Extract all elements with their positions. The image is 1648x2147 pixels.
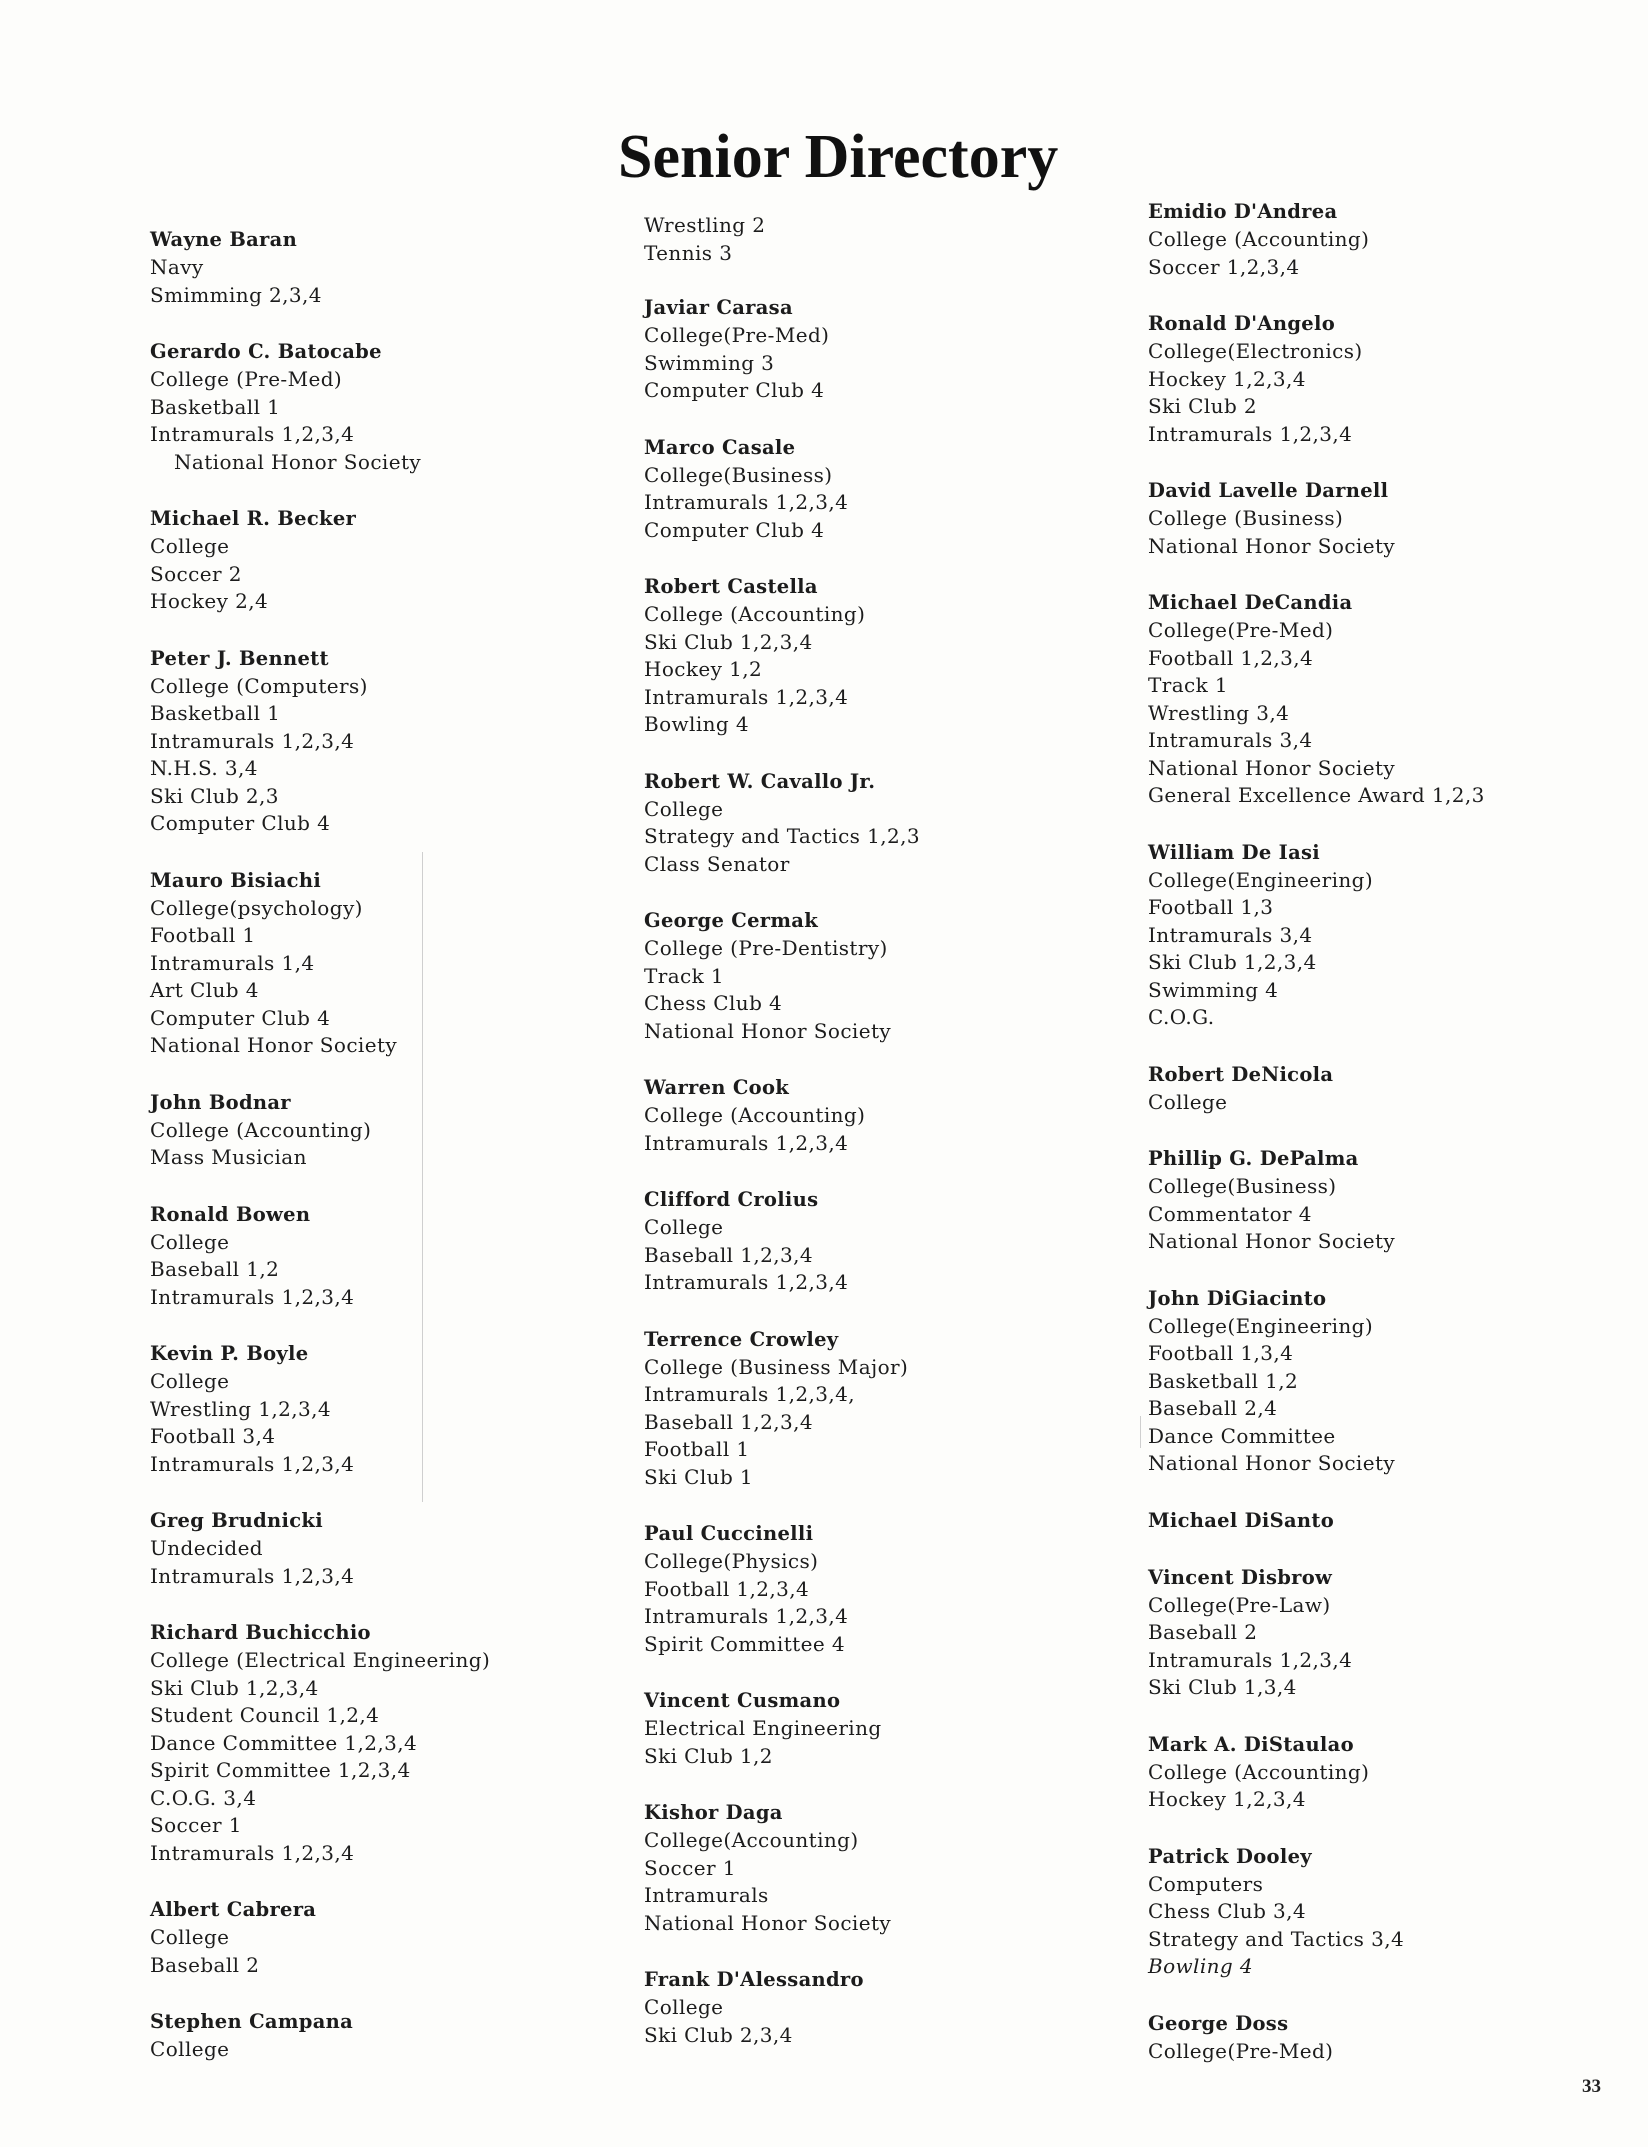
senior-detail: Football 1,3 — [1148, 895, 1274, 919]
senior-detail: Commentator 4 — [1148, 1201, 1312, 1226]
senior-detail: Class Senator — [644, 851, 790, 876]
senior-entry — [150, 1896, 670, 1979]
senior-detail: Ski Club 1 — [644, 1464, 754, 1489]
senior-detail: Intramurals 1,2,3,4 — [1148, 421, 1353, 446]
senior-entry — [150, 1201, 670, 1312]
senior-detail: College(psychology) — [150, 895, 363, 920]
senior-detail: College(Pre-Law) — [1148, 1592, 1331, 1617]
directory-column-middle — [644, 212, 1164, 2078]
senior-entry — [644, 1687, 1164, 1770]
senior-detail: Swimming 4 — [1148, 977, 1279, 1002]
senior-detail: Computer Club 4 — [150, 1005, 331, 1030]
senior-name: Gerardo C. Batocabe — [150, 340, 382, 363]
senior-detail: Intramurals — [644, 1883, 769, 1907]
senior-name: Greg Brudnicki — [150, 1509, 323, 1532]
senior-detail: Computer Club 4 — [644, 378, 825, 402]
senior-detail: College(Pre-Med) — [644, 323, 830, 347]
senior-entry — [1148, 1285, 1648, 1478]
senior-detail: Football 1,2,3,4 — [644, 1576, 810, 1601]
senior-detail: Intramurals 1,2,3,4 — [150, 422, 355, 446]
senior-detail: Baseball 1,2,3,4 — [644, 1242, 813, 1267]
senior-name: Mauro Bisiachi — [150, 868, 322, 892]
page-title: Senior Directory — [618, 123, 1059, 191]
senior-name: George Cermak — [644, 909, 819, 932]
senior-detail: National Honor Society — [1148, 1451, 1396, 1475]
senior-detail: College (Pre-Med) — [150, 367, 343, 391]
senior-detail: Spirit Committee 4 — [644, 1631, 845, 1656]
senior-detail: Undecided — [150, 1536, 264, 1560]
senior-name: Javiar Carasa — [644, 296, 793, 319]
senior-detail: Strategy and Tactics 3,4 — [1148, 1926, 1405, 1951]
senior-entry — [644, 434, 1164, 545]
senior-detail: College — [644, 1215, 724, 1239]
senior-detail: National Honor Society — [150, 1033, 398, 1057]
senior-entry — [150, 226, 670, 309]
senior-entry — [1148, 589, 1648, 810]
senior-name: Vincent Cusmano — [644, 1689, 841, 1712]
senior-detail: National Honor Society — [1148, 1229, 1396, 1253]
senior-detail: Basketball 1 — [150, 394, 281, 419]
senior-name: Michael DeCandia — [1148, 591, 1353, 614]
senior-detail: Basketball 1 — [150, 701, 281, 725]
senior-detail: College — [644, 796, 724, 821]
senior-detail: College(Pre-Med) — [1148, 618, 1334, 642]
senior-detail: C.O.G. — [1148, 1005, 1215, 1029]
senior-name: Robert DeNicola — [1148, 1062, 1334, 1086]
senior-detail: Ski Club 1,3,4 — [1148, 1675, 1297, 1699]
senior-detail: Intramurals 1,2,3,4 — [150, 1840, 355, 1865]
senior-detail: Smimming 2,3,4 — [150, 282, 322, 307]
senior-entry — [1148, 1507, 1648, 1535]
senior-detail: Intramurals 1,4 — [150, 950, 315, 975]
senior-entry — [1148, 1061, 1648, 1117]
senior-name: Vincent Disbrow — [1148, 1565, 1333, 1589]
senior-detail: Football 1,3,4 — [1148, 1341, 1294, 1365]
senior-name: Robert W. Cavallo Jr. — [644, 769, 876, 793]
senior-name: Paul Cuccinelli — [644, 1522, 814, 1545]
senior-name: Richard Buchicchio — [150, 1621, 371, 1644]
senior-detail: Ski Club 1,2,3,4 — [1148, 950, 1317, 974]
senior-detail: College(Physics) — [644, 1549, 819, 1573]
senior-detail: Wrestling 3,4 — [1148, 700, 1290, 725]
senior-detail: Wrestling 2 — [644, 213, 766, 237]
senior-name: David Lavelle Darnell — [1148, 479, 1389, 502]
senior-detail: College — [150, 2037, 230, 2061]
senior-entry — [150, 1619, 670, 1867]
senior-detail: Basketball 1,2 — [1148, 1368, 1299, 1393]
senior-name: Albert Cabrera — [150, 1898, 317, 1921]
senior-entry — [1148, 310, 1648, 448]
senior-name: Frank D'Alessandro — [644, 1968, 864, 1991]
senior-detail: College(Business) — [644, 462, 833, 487]
senior-detail: Strategy and Tactics 1,2,3 — [644, 824, 920, 848]
senior-entry — [150, 1507, 670, 1590]
senior-detail: Ski Club 2,3,4 — [644, 2022, 793, 2047]
senior-entry — [644, 1520, 1164, 1658]
senior-detail: Intramurals 1,2,3,4 — [644, 490, 849, 514]
senior-detail: National Honor Society — [644, 1910, 892, 1935]
senior-detail: College(Electronics) — [1148, 339, 1363, 363]
senior-entry — [150, 1089, 670, 1172]
senior-detail: Track 1 — [1148, 673, 1229, 697]
senior-detail: Soccer 1 — [644, 1855, 736, 1880]
senior-detail: College(Engineering) — [1148, 1313, 1374, 1338]
senior-detail: Ski Club 2 — [1148, 394, 1258, 418]
senior-detail: College (Pre-Dentistry) — [644, 936, 888, 960]
senior-detail: Intramurals 1,2,3,4 — [150, 1563, 355, 1588]
senior-name: Michael R. Becker — [150, 507, 357, 530]
senior-detail: Intramurals 3,4 — [1148, 728, 1313, 752]
senior-name: Peter J. Bennett — [150, 646, 329, 670]
senior-detail: College (Accounting) — [1148, 1759, 1370, 1784]
senior-detail: Intramurals 1,2,3,4 — [644, 1130, 849, 1155]
senior-entry — [644, 768, 1164, 879]
senior-detail: Swimming 3 — [644, 350, 775, 375]
senior-detail: College — [644, 1995, 724, 2019]
senior-detail: College (Accounting) — [644, 1103, 866, 1127]
senior-detail: Intramurals 1,2,3,4 — [150, 1284, 355, 1309]
senior-detail: Baseball 2 — [1148, 1620, 1258, 1644]
senior-entry-continued — [644, 212, 1164, 267]
senior-detail: Ski Club 2,3 — [150, 783, 279, 808]
senior-detail: Bowling 4 — [644, 712, 750, 736]
senior-detail: Ski Club 1,2 — [644, 1743, 773, 1768]
senior-detail: College — [150, 1369, 230, 1393]
senior-name: John Bodnar — [150, 1090, 291, 1114]
senior-detail: Ski Club 1,2,3,4 — [644, 629, 813, 654]
senior-detail: Wrestling 1,2,3,4 — [150, 1396, 331, 1421]
senior-name: Mark A. DiStaulao — [1148, 1732, 1354, 1756]
senior-detail: Soccer 2 — [150, 561, 242, 586]
senior-detail: College(Pre-Med) — [1148, 2038, 1334, 2063]
senior-detail: National Honor Society — [174, 449, 422, 474]
senior-name: Marco Casale — [644, 435, 796, 459]
senior-name: Emidio D'Andrea — [1148, 200, 1338, 223]
senior-detail: Baseball 2,4 — [1148, 1396, 1278, 1420]
senior-detail: College (Accounting) — [1148, 227, 1370, 251]
senior-detail: Art Club 4 — [150, 978, 259, 1002]
senior-detail: Intramurals 1,2,3,4 — [644, 684, 849, 709]
senior-detail: College(Business) — [1148, 1174, 1337, 1198]
senior-entry — [644, 1326, 1164, 1492]
senior-entry — [1148, 1564, 1648, 1702]
senior-name: Stephen Campana — [150, 2010, 354, 2033]
senior-name: Phillip G. DePalma — [1148, 1147, 1359, 1170]
senior-entry — [644, 1074, 1164, 1157]
senior-detail: Mass Musician — [150, 1145, 307, 1169]
senior-name: Clifford Crolius — [644, 1188, 819, 1211]
senior-name: Kevin P. Boyle — [150, 1342, 309, 1365]
senior-detail: College — [150, 1925, 230, 1949]
senior-detail: Dance Committee 1,2,3,4 — [150, 1730, 418, 1755]
page-number: 33 — [1582, 2076, 1601, 2097]
senior-detail: Student Council 1,2,4 — [150, 1703, 380, 1727]
senior-detail: Computers — [1148, 1871, 1264, 1896]
senior-detail: National Honor Society — [1148, 533, 1396, 558]
senior-detail: Hockey 1,2,3,4 — [1148, 1787, 1306, 1811]
senior-name: Patrick Dooley — [1148, 1844, 1312, 1868]
senior-entry — [150, 867, 670, 1060]
senior-entry — [1148, 2010, 1648, 2066]
senior-detail: College — [1148, 1089, 1228, 1114]
senior-name: John DiGiacinto — [1148, 1286, 1327, 1310]
senior-name: George Doss — [1148, 2011, 1289, 2035]
senior-detail: Soccer 1 — [150, 1813, 242, 1837]
senior-detail: Ski Club 1,2,3,4 — [150, 1675, 319, 1700]
senior-detail: College (Accounting) — [150, 1117, 372, 1142]
senior-entry — [644, 1799, 1164, 1937]
senior-name: Terrence Crowley — [644, 1327, 839, 1351]
senior-detail: Football 3,4 — [150, 1424, 276, 1448]
senior-name: William De Iasi — [1148, 840, 1320, 864]
senior-detail: Spirit Committee 1,2,3,4 — [150, 1758, 411, 1782]
senior-detail: Intramurals 1,2,3,4 — [1148, 1647, 1353, 1672]
senior-detail: Computer Club 4 — [150, 811, 331, 835]
senior-detail: C.O.G. 3,4 — [150, 1785, 257, 1810]
senior-entry — [150, 505, 670, 616]
senior-name: Michael DiSanto — [1148, 1508, 1335, 1532]
senior-detail: College (Business) — [1148, 506, 1344, 530]
senior-name: Kishor Daga — [644, 1801, 783, 1824]
senior-detail: Hockey 1,2 — [644, 657, 763, 681]
senior-detail: Hockey 2,4 — [150, 589, 269, 613]
senior-detail: Chess Club 4 — [644, 991, 783, 1015]
senior-detail: Baseball 1,2 — [150, 1257, 280, 1281]
senior-detail: Navy — [150, 255, 204, 279]
senior-detail: Dance Committee — [1148, 1423, 1336, 1448]
senior-detail: Intramurals 1,2,3,4 — [644, 1604, 849, 1628]
senior-detail: N.H.S. 3,4 — [150, 756, 258, 780]
senior-entry — [1148, 839, 1648, 1032]
senior-detail: Intramurals 3,4 — [1148, 922, 1313, 947]
senior-detail: Baseball 2 — [150, 1952, 260, 1977]
senior-detail: National Honor Society — [644, 1018, 892, 1043]
senior-detail: Hockey 1,2,3,4 — [1148, 366, 1306, 391]
senior-entry — [644, 907, 1164, 1045]
senior-detail: College — [150, 1229, 230, 1254]
senior-detail: Intramurals 1,2,3,4 — [644, 1270, 849, 1294]
senior-name: Robert Castella — [644, 575, 818, 598]
senior-name: Ronald Bowen — [150, 1202, 311, 1226]
senior-detail: Computer Club 4 — [644, 517, 825, 542]
senior-detail: Football 1,2,3,4 — [1148, 645, 1314, 670]
directory-column-right — [1148, 198, 1648, 2094]
senior-detail: College (Computers) — [150, 673, 368, 698]
senior-detail: Electrical Engineering — [644, 1716, 882, 1740]
senior-entry — [150, 338, 670, 476]
senior-entry — [644, 573, 1164, 739]
senior-detail: Soccer 1,2,3,4 — [1148, 254, 1300, 279]
senior-entry — [1148, 477, 1648, 560]
senior-entry — [1148, 1843, 1648, 1981]
senior-entry — [644, 1186, 1164, 1297]
senior-entry — [1148, 1145, 1648, 1256]
senior-entry — [150, 1340, 670, 1478]
senior-entry — [1148, 198, 1648, 281]
senior-entry — [150, 645, 670, 838]
senior-detail: Chess Club 3,4 — [1148, 1899, 1307, 1923]
senior-detail: Football 1 — [150, 923, 256, 947]
senior-detail: Track 1 — [644, 963, 725, 988]
senior-name: Warren Cook — [644, 1076, 790, 1099]
senior-detail: College (Business Major) — [644, 1354, 909, 1379]
senior-detail: College (Electrical Engineering) — [150, 1648, 491, 1672]
senior-detail: General Excellence Award 1,2,3 — [1148, 783, 1485, 807]
senior-name: Ronald D'Angelo — [1148, 312, 1335, 335]
senior-detail: Tennis 3 — [644, 240, 733, 265]
senior-detail: Intramurals 1,2,3,4 — [150, 728, 355, 753]
directory-column-left — [150, 226, 670, 2093]
senior-name: Wayne Baran — [150, 228, 298, 251]
senior-detail: Baseball 1,2,3,4 — [644, 1409, 813, 1434]
senior-entry — [644, 294, 1164, 405]
senior-detail: College — [150, 534, 230, 558]
senior-detail: Football 1 — [644, 1437, 750, 1461]
senior-detail: Bowling 4 — [1148, 1954, 1254, 1978]
senior-entry — [1148, 1731, 1648, 1814]
senior-detail: College (Accounting) — [644, 602, 866, 626]
senior-entry — [150, 2008, 670, 2064]
senior-detail: College(Accounting) — [644, 1828, 859, 1852]
senior-detail: Intramurals 1,2,3,4, — [644, 1382, 855, 1406]
senior-detail: College(Engineering) — [1148, 867, 1374, 892]
senior-detail: National Honor Society — [1148, 755, 1396, 780]
senior-entry — [644, 1966, 1164, 2049]
senior-detail: Intramurals 1,2,3,4 — [150, 1451, 355, 1476]
